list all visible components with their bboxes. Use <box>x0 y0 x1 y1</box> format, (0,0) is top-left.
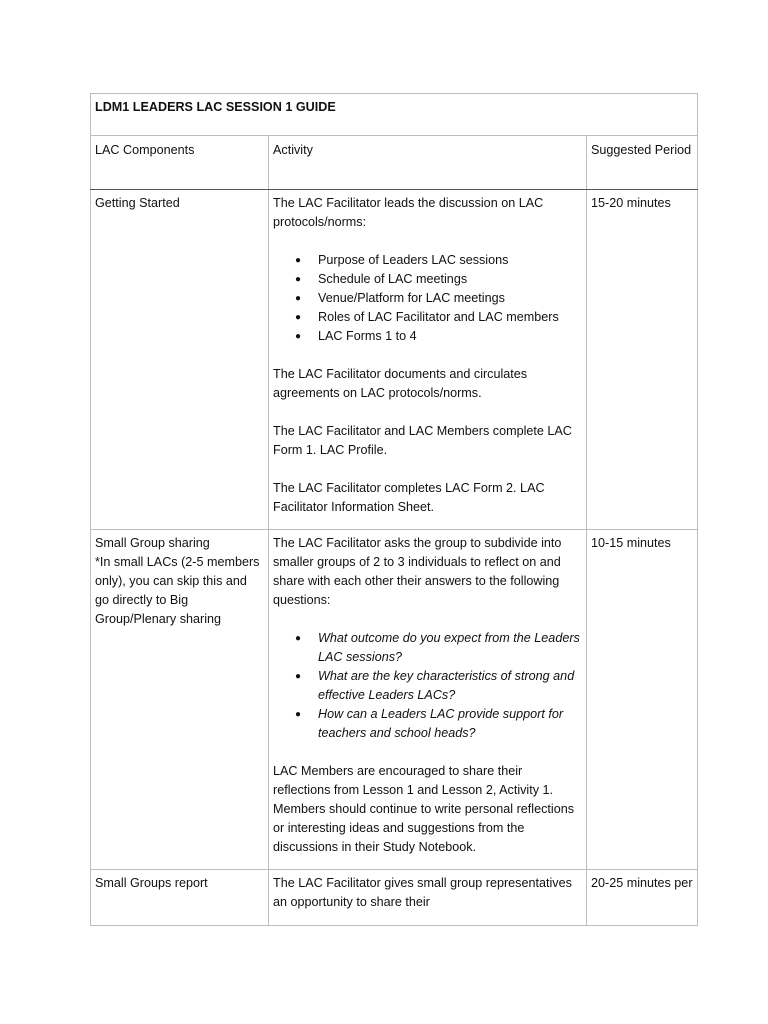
protocol-list <box>273 251 582 346</box>
period-cell: 15-20 minutes <box>587 190 698 530</box>
list-item: ● Venue/Platform for LAC meetings <box>273 289 582 308</box>
activity-cell <box>269 530 587 870</box>
header-activity: Activity <box>269 136 587 190</box>
component-cell: Small Groups report <box>91 870 269 926</box>
component-note: *In small LACs (2-5 members only), you can skip this and go directly to Big Group/Plenary sharing <box>95 555 260 626</box>
table-row-getting-started <box>91 190 698 530</box>
component-cell <box>91 190 269 530</box>
activity-intro: The LAC Facilitator asks the group to subdivide into smaller groups of 2 to 3 individuals to reflect on and share with each other their answers to the following questions: <box>273 536 562 607</box>
activity-paragraph: LAC Members are encouraged to share their reflections from Lesson 1 and Lesson 2, Activity 1. Members should continue to write personal reflections or interesting ideas and suggestions from the discussions in their Study Notebook. <box>273 764 575 854</box>
header-suggested-period: Suggested Period <box>587 136 698 190</box>
list-item: ● What outcome do you expect from the Leaders LAC sessions? <box>273 629 582 667</box>
list-item: ● LAC Forms 1 to 4 <box>273 327 582 346</box>
header-row <box>91 136 698 190</box>
question-list <box>273 629 582 743</box>
activity-cell <box>269 190 587 530</box>
component-label: Getting Started <box>95 196 180 210</box>
period-cell: 10-15 minutes <box>587 530 698 870</box>
title-row <box>91 94 698 136</box>
activity-paragraph: The LAC Facilitator documents and circulates agreements on LAC protocols/norms. <box>273 367 528 400</box>
table-row-small-group-sharing <box>91 530 698 870</box>
component-label: Small Group sharing <box>95 536 210 550</box>
activity-paragraph: The LAC Facilitator and LAC Members complete LAC Form 1. LAC Profile. <box>273 424 572 457</box>
activity-cell: The LAC Facilitator gives small group representatives an opportunity to share their <box>269 870 587 926</box>
period-cell: 20-25 minutes per <box>587 870 698 926</box>
table-row-small-groups-report <box>91 870 698 926</box>
list-item: ● Roles of LAC Facilitator and LAC members <box>273 308 582 327</box>
list-item: ● What are the key characteristics of strong and effective Leaders LACs? <box>273 667 582 705</box>
session-guide-table <box>90 93 698 926</box>
list-item: ● How can a Leaders LAC provide support for teachers and school heads? <box>273 705 582 743</box>
activity-paragraph: The LAC Facilitator completes LAC Form 2. LAC Facilitator Information Sheet. <box>273 481 545 514</box>
list-item: ● Purpose of Leaders LAC sessions <box>273 251 582 270</box>
header-lac-components: LAC Components <box>91 136 269 190</box>
activity-intro: The LAC Facilitator leads the discussion on LAC protocols/norms: <box>273 196 544 229</box>
component-cell <box>91 530 269 870</box>
table-title: LDM1 LEADERS LAC SESSION 1 GUIDE <box>91 94 698 136</box>
list-item: ● Schedule of LAC meetings <box>273 270 582 289</box>
